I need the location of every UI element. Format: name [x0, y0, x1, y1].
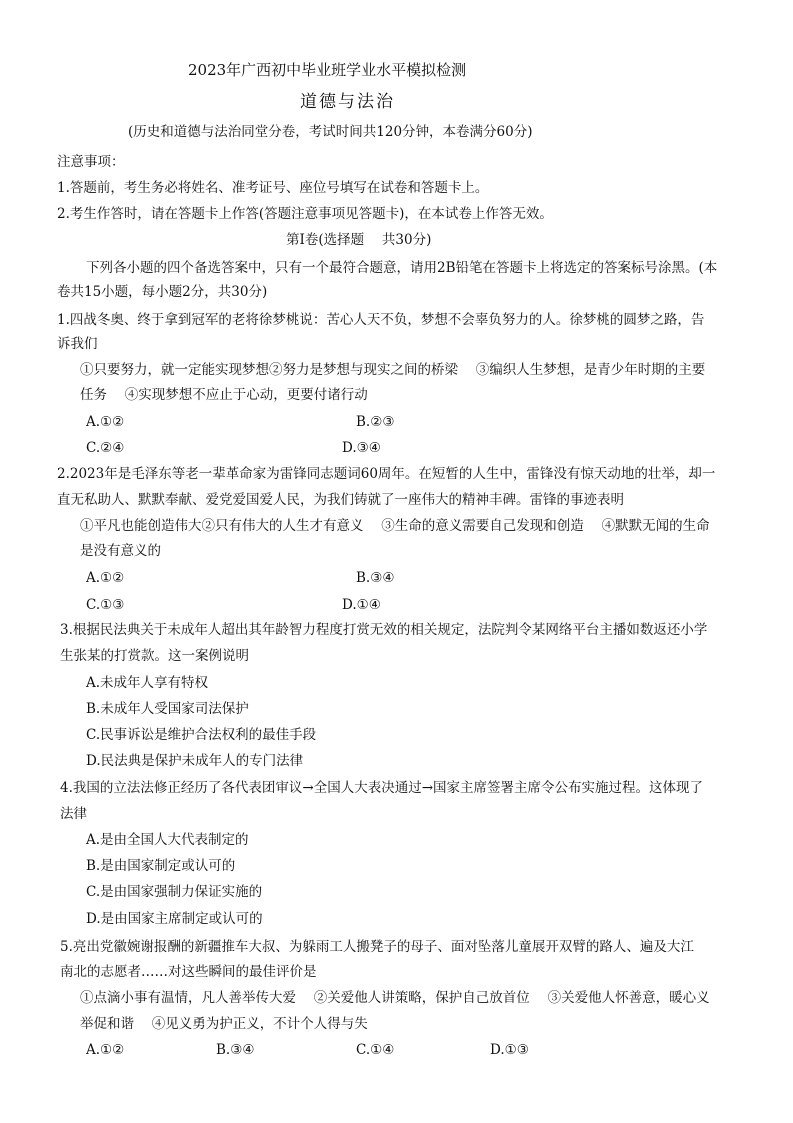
question-stem: 南北的志愿者……对这些瞬间的最佳评价是: [60, 964, 317, 980]
option-b: B.②③: [356, 414, 395, 430]
option-c: C.民事诉讼是维护合法权利的最佳手段: [86, 727, 317, 743]
option-a: A.未成年人享有特权: [86, 675, 209, 691]
question-stem: 5.亮出党徽婉谢报酬的新疆推车大叔、为躲雨工人搬凳子的母子、面对坠落儿童展开双臂的路人、遍及大江: [60, 939, 694, 955]
option-a: A.是由全国人大代表制定的: [86, 832, 249, 848]
note-item: 1.答题前，考生务必将姓名、准考证号、座位号填写在试卷和答题卡上。: [57, 180, 489, 196]
section-title: 第Ⅰ卷(选择题 共30分): [286, 232, 432, 248]
question-statements: ①平凡也能创造伟大②只有伟大的人生才有意义 ③生命的意义需要自己发现和创造 ④默默无闻的生命: [80, 518, 710, 534]
question-stem: 4.我国的立法法修正经历了各代表团审议→全国人大表决通过→国家主席签署主席令公布实施过程。这体现了: [60, 780, 704, 796]
option-b: B.③④: [356, 570, 395, 586]
option-c: C.①④: [356, 1042, 395, 1058]
option-d: D.①④: [342, 597, 381, 613]
question-stem: 诉我们: [57, 336, 98, 352]
section-instructions: 卷共15小题，每小题2分，共30分): [57, 284, 268, 300]
exam-subtitle: (历史和道德与法治同堂分卷，考试时间共120分钟，本卷满分60分): [128, 124, 533, 140]
question-stem: 3.根据民法典关于未成年人超出其年龄智力程度打赏无效的相关规定，法院判令某网络平台主播如数返还小学: [60, 622, 708, 638]
option-a: A.①②: [86, 570, 125, 586]
option-d: D.③④: [342, 440, 381, 456]
option-d: D.①③: [490, 1042, 529, 1058]
question-stem: 法律: [60, 806, 87, 822]
question-stem: 2.2023年是毛泽东等老一辈革命家为雷锋同志题词60周年。在短暂的人生中，雷锋没有惊天动地的壮举，却一: [57, 466, 716, 482]
option-d: D.民法典是保护未成年人的专门法律: [86, 753, 304, 769]
question-statements: 举促和谐 ④见义勇为护正义，不计个人得与失: [80, 1016, 368, 1032]
option-b: B.是由国家制定或认可的: [86, 858, 236, 874]
question-stem: 生张某的打赏款。这一案例说明: [60, 648, 249, 664]
question-statements: ①点滴小事有温情，凡人善举传大爱 ②关爱他人讲策略，保护自己放首位 ③关爱他人怀善意，暖心义: [80, 990, 710, 1006]
note-item: 2.考生作答时，请在答题卡上作答(答题注意事项见答题卡)，在本试卷上作答无效。: [57, 206, 553, 222]
notes-heading: 注意事项：: [57, 154, 125, 170]
option-a: A.①②: [86, 414, 125, 430]
option-a: A.①②: [86, 1042, 125, 1058]
question-stem: 1.四战冬奥、终于拿到冠军的老将徐梦桃说：苦心人天不负，梦想不会辜负努力的人。徐梦桃的圆梦之路，告: [57, 312, 705, 328]
subject-title: 道德与法治: [300, 92, 395, 112]
option-c: C.②④: [86, 440, 125, 456]
question-statements: 是没有意义的: [80, 543, 161, 559]
question-stem: 直无私助人、默默奉献、爱党爱国爱人民，为我们铸就了一座伟大的精神丰碑。雷锋的事迹表明: [57, 492, 624, 508]
option-c: C.①③: [86, 597, 125, 613]
exam-title: 2023年广西初中毕业班学业水平模拟检测: [188, 61, 467, 79]
option-c: C.是由国家强制力保证实施的: [86, 884, 263, 900]
section-instructions: 下列各小题的四个备选答案中，只有一个最符合题意，请用2B铅笔在答题卡上将选定的答案标号涂黑。(本: [86, 260, 718, 276]
option-b: B.③④: [216, 1042, 255, 1058]
question-statements: ①只要努力，就一定能实现梦想②努力是梦想与现实之间的桥梁 ③编织人生梦想，是青少年时期的主要: [80, 362, 706, 378]
option-d: D.是由国家主席制定或认可的: [86, 911, 263, 927]
option-b: B.未成年人受国家司法保护: [86, 701, 249, 717]
question-statements: 任务 ④实现梦想不应止于心动，更要付诸行动: [80, 387, 368, 403]
